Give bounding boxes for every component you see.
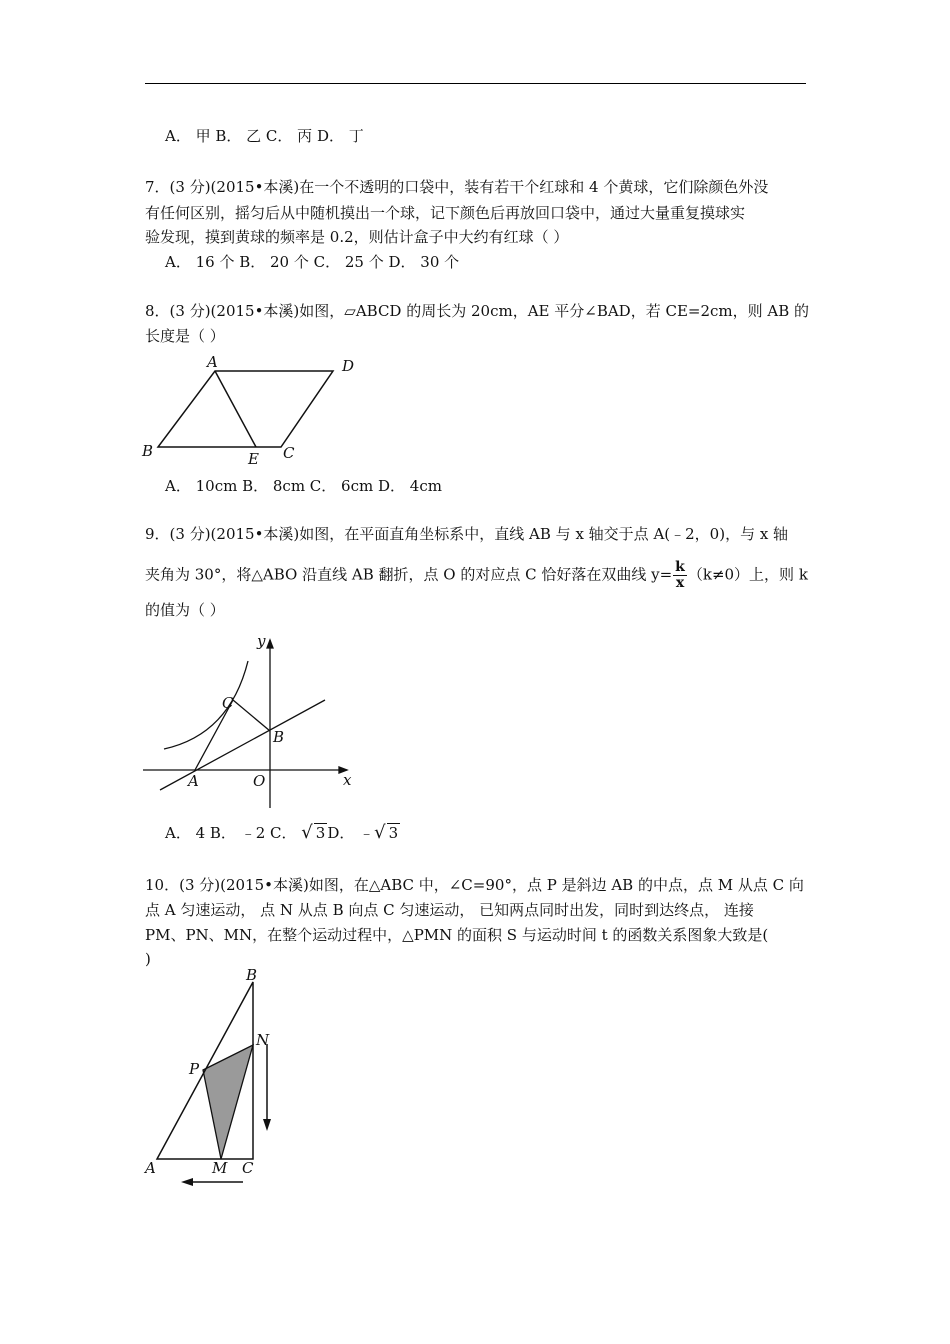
- segment-ae: [215, 371, 256, 447]
- down-arrow-head: [263, 1119, 271, 1131]
- q9-text-line1: 9．(3 分)(2015•本溪)如图，在平面直角坐标系中，直线 AB 与 x 轴交于点 A(﹣2，0)，与 x 轴: [145, 525, 789, 543]
- q10-text-line1: 10．(3 分)(2015•本溪)如图，在△ABC 中，∠C=90°，点 P 是斜边 AB 的中点，点 M 从点 C 向: [145, 876, 804, 894]
- fraction-denominator: x: [675, 575, 685, 591]
- q8-parallelogram-figure: [135, 350, 375, 470]
- label-m: M: [212, 1159, 228, 1177]
- sqrt-symbol: √: [301, 822, 313, 843]
- label-a: A: [188, 772, 199, 790]
- q9-option-d: D． ﹣: [327, 824, 375, 842]
- segment-cb: [233, 700, 270, 731]
- label-d: D: [342, 357, 355, 375]
- label-c: C: [222, 694, 234, 712]
- label-e: E: [248, 450, 259, 468]
- label-x: x: [343, 771, 352, 789]
- q9-text-line3: 的值为（ ）: [145, 601, 225, 619]
- q8-text-line1: 8．(3 分)(2015•本溪)如图，▱ABCD 的周长为 20cm，AE 平分∠BAD，若 CE=2cm，则 AB 的: [145, 302, 810, 320]
- q7-text-line2: 有任何区别，摇匀后从中随机摸出一个球，记下颜色后再放回口袋中，通过大量重复摸球实: [145, 204, 746, 222]
- label-a: A: [145, 1159, 156, 1177]
- label-a: A: [207, 353, 218, 371]
- q7-options: A． 16 个 B． 20 个 C． 25 个 D． 30 个: [165, 253, 460, 271]
- q8-text-line2: 长度是（ ）: [145, 327, 225, 345]
- q7-text-line3: 验发现，摸到黄球的频率是 0.2，则估计盒子中大约有红球（ ）: [145, 228, 569, 246]
- q9-line2-post: （k≠0）上，则 k: [687, 565, 808, 584]
- hyperbola-curve: [164, 661, 248, 749]
- q10-text-line2: 点 A 匀速运动， 点 N 从点 B 向点 C 匀速运动， 已知两点同时出发，同时到达终点， 连接: [145, 901, 754, 919]
- label-c: C: [283, 444, 295, 462]
- label-b: B: [273, 728, 285, 746]
- root-three-d: [374, 824, 400, 842]
- q9-option-a-c: A． 4 B． ﹣2 C．: [165, 824, 297, 842]
- fraction-k-over-x: [673, 560, 687, 591]
- q8-options: A． 10cm B． 8cm C． 6cm D． 4cm: [165, 477, 442, 495]
- sqrt-radicand: 3: [315, 824, 326, 842]
- triangle-pmn-shaded: [203, 1045, 253, 1159]
- fraction-numerator: k: [675, 559, 685, 575]
- q7-text-line1: 7．(3 分)(2015•本溪)在一个不透明的口袋中，装有若干个红球和 4 个黄球，它们除颜色外没: [145, 178, 769, 196]
- label-c: C: [242, 1159, 254, 1177]
- label-p: P: [189, 1060, 200, 1078]
- label-y: y: [257, 632, 266, 650]
- label-b: B: [246, 966, 258, 984]
- label-b: B: [142, 442, 154, 460]
- left-arrow-head: [181, 1178, 193, 1186]
- q10-text-line4: ): [145, 950, 151, 968]
- root-three-c: [301, 824, 327, 842]
- line-ab: [160, 700, 325, 790]
- q9-options: [165, 820, 400, 846]
- q10-triangle-figure: [135, 960, 295, 1195]
- sqrt-radicand-d: 3: [388, 824, 399, 842]
- header-rule: [145, 83, 806, 84]
- label-o: O: [253, 772, 266, 790]
- y-axis-arrow: [267, 640, 273, 648]
- parallelogram-abcd: [158, 371, 333, 447]
- q9-text-line2: [145, 560, 808, 591]
- label-n: N: [256, 1031, 270, 1049]
- q10-text-line3: PM、PN、MN，在整个运动过程中，△PMN 的面积 S 与运动时间 t 的函数关系图象大致是(: [145, 926, 769, 944]
- q9-line2-pre: 夹角为 30°，将△ABO 沿直线 AB 翻折，点 O 的对应点 C 恰好落在双曲线 y=: [145, 565, 673, 584]
- q9-coordinate-figure: [135, 628, 365, 813]
- q6-options: A． 甲 B． 乙 C． 丙 D． 丁: [165, 127, 364, 145]
- sqrt-symbol-d: √: [374, 822, 386, 843]
